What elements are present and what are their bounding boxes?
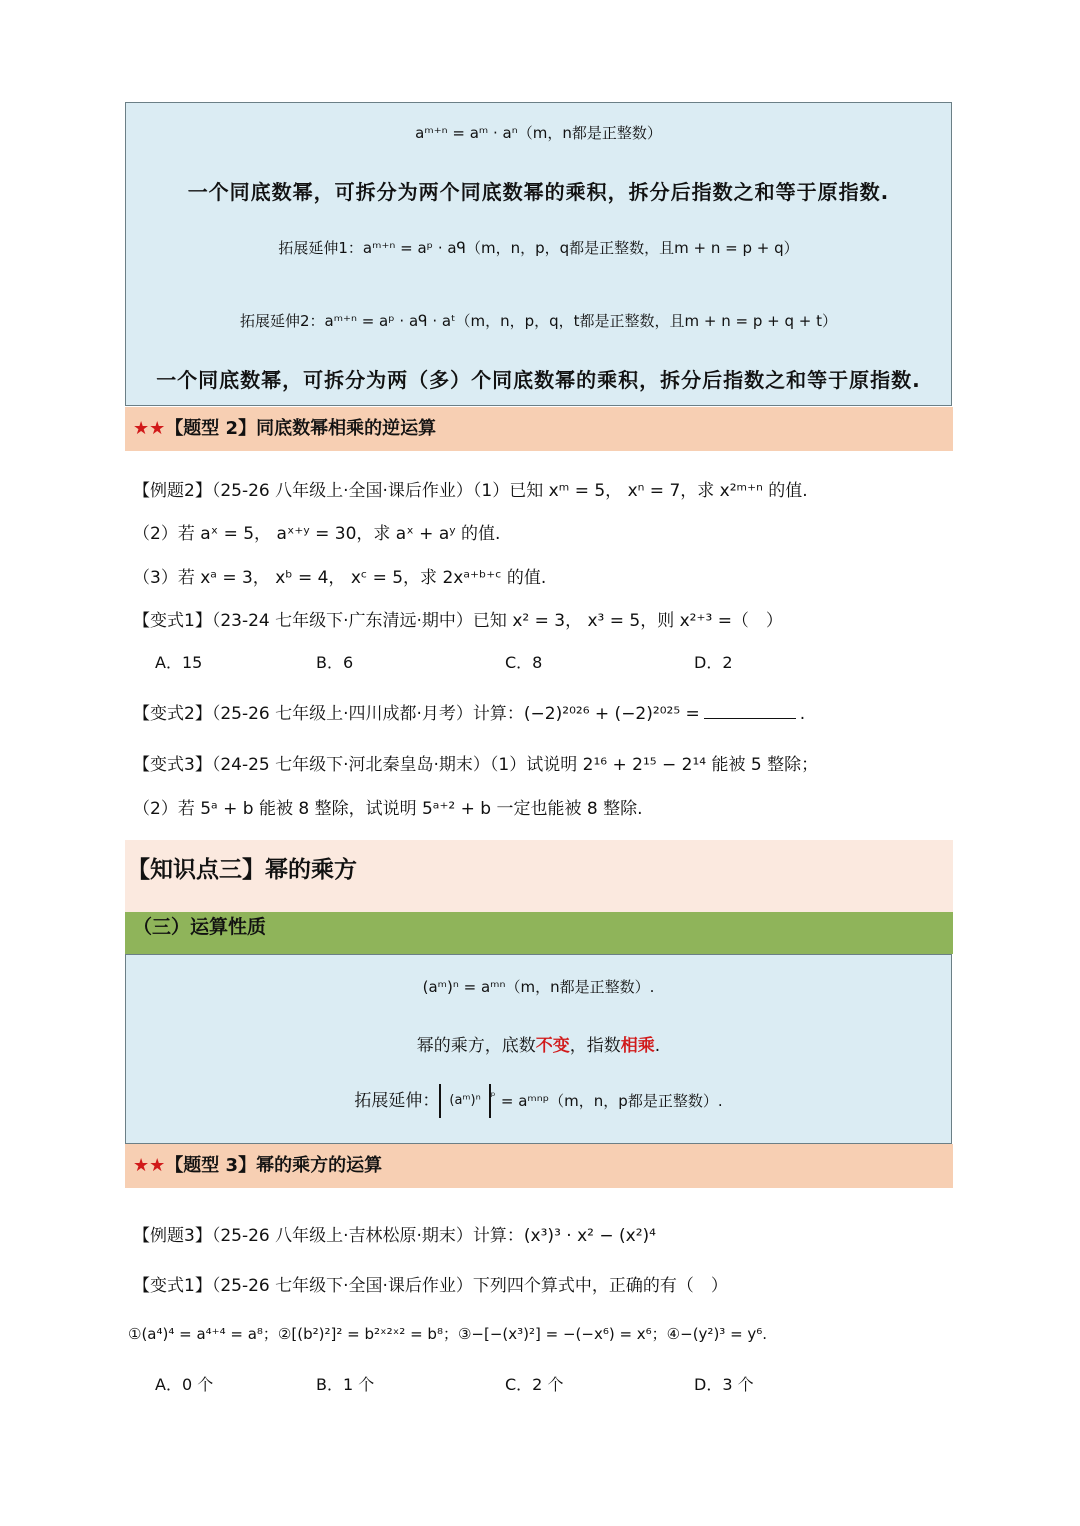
rule-highlight-2: 相乘 [620,1036,655,1056]
option-a: A．0 个 [155,1375,214,1394]
rule-text-2: ，指数 [569,1036,621,1056]
type-2-title: 【题型 2】同底数幂相乘的逆运算 [165,418,437,439]
power-rule [125,1031,952,1056]
option-b: B．1 个 [316,1375,375,1394]
statement-1: 一个同底数幂，可拆分为两个同底数幂的乘积，拆分后指数之和等于原指数. [187,180,890,204]
stars-icon: ★★ [133,418,166,439]
option-c: C．2 个 [505,1375,564,1394]
section-3-subtitle: （三）运算性质 [125,912,953,954]
extension-rest: = aᵐⁿᵖ（m，n，p都是正整数）. [500,1092,723,1110]
example-2-line-1: 【例题2】（25-26 八年级上·全国·课后作业）（1）已知 xᵐ = 5， xⁿ = 7，求 x²ᵐ⁺ⁿ 的值. [133,481,808,501]
variant-3-line-2: （2）若 5ᵃ + b 能被 8 整除，试说明 5ᵃ⁺² + b 一定也能被 8 整除. [133,799,643,819]
variant-1b-items: ①(a⁴)⁴ = a⁴⁺⁴ = a⁸；②[(b²)²]² = b²ˣ²ˣ² = b⁸；③−[−(x³)²] = −(−x⁶) = x⁶；④−(y²)³ = y⁶. [128,1325,768,1343]
option-b: B．6 [316,653,354,672]
rule-text-3: . [654,1036,661,1056]
rule-text-1: 幂的乘方，底数 [416,1036,536,1056]
stars-icon: ★★ [133,1155,166,1176]
extension-label: 拓展延伸： [354,1091,440,1111]
variant-3-line-1: 【变式3】（24-25 七年级下·河北秦皇岛·期末）（1）试说明 2¹⁶ + 2¹⁵ − 2¹⁴ 能被 5 整除； [133,755,819,775]
variant-1b-line: 【变式1】（25-26 七年级下·全国·课后作业）下列四个算式中，正确的有（ ） [133,1276,728,1296]
example-2-line-3: （3）若 xᵃ = 3， xᵇ = 4， xᶜ = 5，求 2xᵃ⁺ᵇ⁺ᶜ 的值. [133,568,547,588]
variant-2-line: 【变式2】（25-26 七年级上·四川成都·月考）计算：(−2)²⁰²⁶ + (−2)²⁰²⁵ = . [133,704,806,724]
example-2-line-2: （2）若 aˣ = 5， aˣ⁺ʸ = 30，求 aˣ + aʸ 的值. [133,524,501,544]
bracket-expression: (aᵐ)ⁿ [439,1084,490,1118]
power-formula: (aᵐ)ⁿ = aᵐⁿ（m，n都是正整数）. [422,978,655,996]
type-2-bar [125,407,953,451]
option-d: D．3 个 [694,1375,754,1394]
variant-1-line: 【变式1】（23-24 七年级下·广东清远·期中）已知 x² = 3， x³ = 5，则 x²⁺³ =（ ） [133,611,783,631]
extension-2: 拓展延伸2：aᵐ⁺ⁿ = aᵖ · aᑫ · aᵗ（m，n，p，q，t都是正整数，且m + n = p + q + t） [239,312,838,330]
section-3-title: 【知识点三】幂的乘方 [125,840,953,912]
answer-blank [704,704,796,719]
type-3-bar [125,1144,953,1188]
outer-exponent: ᵖ [490,1089,496,1103]
extension-1: 拓展延伸1：aᵐ⁺ⁿ = aᵖ · aᑫ（m，n，p，q都是正整数，且m + n = p + q） [278,239,799,257]
formula-line: aᵐ⁺ⁿ = aᵐ · aⁿ（m，n都是正整数） [415,124,662,142]
variant-2-text: 【变式2】（25-26 七年级上·四川成都·月考）计算：(−2)²⁰²⁶ + (−2)²⁰²⁵ = [133,704,700,724]
power-extension [125,1084,952,1118]
rule-highlight-1: 不变 [535,1036,570,1056]
option-d: D．2 [694,653,733,672]
statement-2: 一个同底数幂，可拆分为两（多）个同底数幂的乘积，拆分后指数之和等于原指数. [156,368,921,392]
type-3-title: 【题型 3】幂的乘方的运算 [165,1155,383,1176]
example-3-line: 【例题3】（25-26 八年级上·吉林松原·期末）计算：(x³)³ · x² − (x²)⁴ [133,1226,656,1246]
option-a: A．15 [155,653,203,672]
option-c: C．8 [505,653,543,672]
